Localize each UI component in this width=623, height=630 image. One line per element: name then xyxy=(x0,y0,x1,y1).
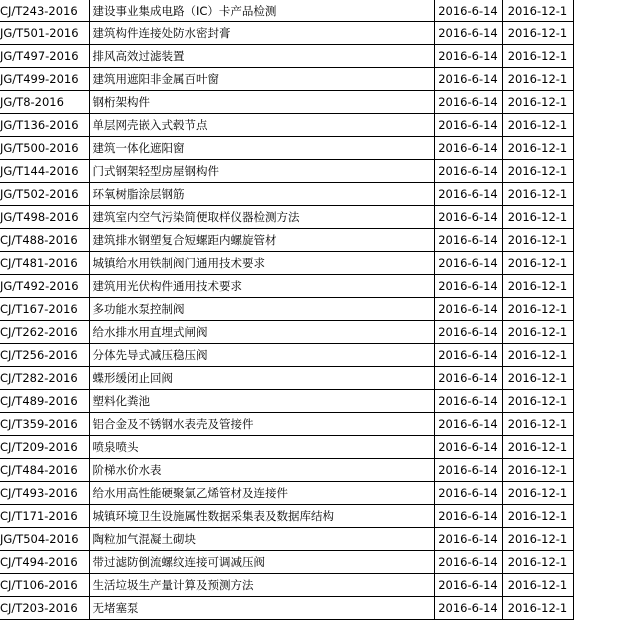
table-row xyxy=(0,45,573,68)
table-row xyxy=(0,436,573,459)
effective-date-cell: 2016-12-1 xyxy=(502,114,573,137)
standard-name-cell: 建设事业集成电路（IC）卡产品检测 xyxy=(89,0,434,22)
publish-date-cell: 2016-6-14 xyxy=(434,551,502,574)
publish-date-cell: 2016-6-14 xyxy=(434,574,502,597)
standard-code-cell: CJ/T489-2016 xyxy=(0,390,89,413)
publish-date-cell: 2016-6-14 xyxy=(434,459,502,482)
effective-date-cell: 2016-12-1 xyxy=(502,505,573,528)
standard-name-cell: 门式钢架轻型房屋钢构件 xyxy=(89,160,434,183)
standard-code-cell: JG/T136-2016 xyxy=(0,114,89,137)
standard-code-cell: JG/T499-2016 xyxy=(0,68,89,91)
standard-name-cell: 城镇环境卫生设施属性数据采集表及数据库结构 xyxy=(89,505,434,528)
standard-code-cell: CJ/T203-2016 xyxy=(0,597,89,620)
table-row xyxy=(0,505,573,528)
table-row xyxy=(0,22,573,45)
table-row xyxy=(0,321,573,344)
table-row xyxy=(0,183,573,206)
table-row xyxy=(0,206,573,229)
standard-name-cell: 单层网壳嵌入式毂节点 xyxy=(89,114,434,137)
standard-name-cell: 无堵塞泵 xyxy=(89,597,434,620)
effective-date-cell: 2016-12-1 xyxy=(502,45,573,68)
effective-date-cell: 2016-12-1 xyxy=(502,390,573,413)
effective-date-cell: 2016-12-1 xyxy=(502,91,573,114)
table-row xyxy=(0,91,573,114)
standard-name-cell: 建筑一体化遮阳窗 xyxy=(89,137,434,160)
publish-date-cell: 2016-6-14 xyxy=(434,597,502,620)
standard-code-cell: CJ/T481-2016 xyxy=(0,252,89,275)
publish-date-cell: 2016-6-14 xyxy=(434,114,502,137)
standard-name-cell: 多功能水泵控制阀 xyxy=(89,298,434,321)
publish-date-cell: 2016-6-14 xyxy=(434,0,502,22)
publish-date-cell: 2016-6-14 xyxy=(434,22,502,45)
standard-name-cell: 分体先导式减压稳压阀 xyxy=(89,344,434,367)
standard-name-cell: 建筑排水钢塑复合短螺距内螺旋管材 xyxy=(89,229,434,252)
effective-date-cell: 2016-12-1 xyxy=(502,206,573,229)
standard-name-cell: 钢桁架构件 xyxy=(89,91,434,114)
publish-date-cell: 2016-6-14 xyxy=(434,275,502,298)
standard-code-cell: JG/T492-2016 xyxy=(0,275,89,298)
effective-date-cell: 2016-12-1 xyxy=(502,160,573,183)
table-row xyxy=(0,459,573,482)
standard-code-cell: JG/T497-2016 xyxy=(0,45,89,68)
standard-code-cell: CJ/T282-2016 xyxy=(0,367,89,390)
standard-code-cell: CJ/T209-2016 xyxy=(0,436,89,459)
table-row xyxy=(0,252,573,275)
publish-date-cell: 2016-6-14 xyxy=(434,137,502,160)
standard-name-cell: 建筑室内空气污染简便取样仪器检测方法 xyxy=(89,206,434,229)
effective-date-cell: 2016-12-1 xyxy=(502,229,573,252)
effective-date-cell: 2016-12-1 xyxy=(502,551,573,574)
standard-code-cell: JG/T501-2016 xyxy=(0,22,89,45)
publish-date-cell: 2016-6-14 xyxy=(434,91,502,114)
standard-code-cell: CJ/T262-2016 xyxy=(0,321,89,344)
publish-date-cell: 2016-6-14 xyxy=(434,298,502,321)
standard-name-cell: 建筑用光伏构件通用技术要求 xyxy=(89,275,434,298)
standard-code-cell: JG/T500-2016 xyxy=(0,137,89,160)
standard-name-cell: 城镇给水用铁制阀门通用技术要求 xyxy=(89,252,434,275)
table-row xyxy=(0,137,573,160)
table-row xyxy=(0,597,573,620)
standard-code-cell: CJ/T494-2016 xyxy=(0,551,89,574)
publish-date-cell: 2016-6-14 xyxy=(434,252,502,275)
standard-code-cell: CJ/T359-2016 xyxy=(0,413,89,436)
table-row xyxy=(0,114,573,137)
standard-code-cell: CJ/T243-2016 xyxy=(0,0,89,22)
publish-date-cell: 2016-6-14 xyxy=(434,160,502,183)
table-row xyxy=(0,551,573,574)
publish-date-cell: 2016-6-14 xyxy=(434,229,502,252)
publish-date-cell: 2016-6-14 xyxy=(434,505,502,528)
table-row xyxy=(0,298,573,321)
standard-code-cell: CJ/T106-2016 xyxy=(0,574,89,597)
standard-name-cell: 生活垃圾生产量计算及预测方法 xyxy=(89,574,434,597)
effective-date-cell: 2016-12-1 xyxy=(502,413,573,436)
standard-code-cell: CJ/T484-2016 xyxy=(0,459,89,482)
effective-date-cell: 2016-12-1 xyxy=(502,344,573,367)
table-row xyxy=(0,367,573,390)
effective-date-cell: 2016-12-1 xyxy=(502,574,573,597)
standard-name-cell: 阶梯水价水表 xyxy=(89,459,434,482)
publish-date-cell: 2016-6-14 xyxy=(434,390,502,413)
standard-name-cell: 建筑构件连接处防水密封膏 xyxy=(89,22,434,45)
standard-code-cell: JG/T504-2016 xyxy=(0,528,89,551)
publish-date-cell: 2016-6-14 xyxy=(434,367,502,390)
table-row xyxy=(0,344,573,367)
effective-date-cell: 2016-12-1 xyxy=(502,137,573,160)
publish-date-cell: 2016-6-14 xyxy=(434,482,502,505)
table-row xyxy=(0,413,573,436)
standard-code-cell: CJ/T493-2016 xyxy=(0,482,89,505)
standard-code-cell: CJ/T171-2016 xyxy=(0,505,89,528)
publish-date-cell: 2016-6-14 xyxy=(434,436,502,459)
standard-name-cell: 排风高效过滤装置 xyxy=(89,45,434,68)
effective-date-cell: 2016-12-1 xyxy=(502,482,573,505)
table-row xyxy=(0,574,573,597)
publish-date-cell: 2016-6-14 xyxy=(434,344,502,367)
table-row xyxy=(0,390,573,413)
effective-date-cell: 2016-12-1 xyxy=(502,183,573,206)
table-row xyxy=(0,482,573,505)
table-row xyxy=(0,229,573,252)
standard-name-cell: 蝶形缓闭止回阀 xyxy=(89,367,434,390)
effective-date-cell: 2016-12-1 xyxy=(502,436,573,459)
standard-code-cell: CJ/T256-2016 xyxy=(0,344,89,367)
effective-date-cell: 2016-12-1 xyxy=(502,0,573,22)
publish-date-cell: 2016-6-14 xyxy=(434,413,502,436)
publish-date-cell: 2016-6-14 xyxy=(434,183,502,206)
publish-date-cell: 2016-6-14 xyxy=(434,321,502,344)
standard-code-cell: CJ/T488-2016 xyxy=(0,229,89,252)
standard-name-cell: 铝合金及不锈钢水表壳及管接件 xyxy=(89,413,434,436)
publish-date-cell: 2016-6-14 xyxy=(434,45,502,68)
publish-date-cell: 2016-6-14 xyxy=(434,528,502,551)
standard-code-cell: JG/T8-2016 xyxy=(0,91,89,114)
table-row xyxy=(0,160,573,183)
standard-name-cell: 喷泉喷头 xyxy=(89,436,434,459)
standard-name-cell: 建筑用遮阳非金属百叶窗 xyxy=(89,68,434,91)
standard-name-cell: 塑料化粪池 xyxy=(89,390,434,413)
effective-date-cell: 2016-12-1 xyxy=(502,528,573,551)
table-row xyxy=(0,0,573,22)
standard-code-cell: JG/T144-2016 xyxy=(0,160,89,183)
standard-name-cell: 给水用高性能硬聚氯乙烯管材及连接件 xyxy=(89,482,434,505)
publish-date-cell: 2016-6-14 xyxy=(434,206,502,229)
standard-name-cell: 给水排水用直埋式闸阀 xyxy=(89,321,434,344)
effective-date-cell: 2016-12-1 xyxy=(502,68,573,91)
publish-date-cell: 2016-6-14 xyxy=(434,68,502,91)
effective-date-cell: 2016-12-1 xyxy=(502,275,573,298)
effective-date-cell: 2016-12-1 xyxy=(502,22,573,45)
effective-date-cell: 2016-12-1 xyxy=(502,252,573,275)
standard-code-cell: JG/T502-2016 xyxy=(0,183,89,206)
effective-date-cell: 2016-12-1 xyxy=(502,367,573,390)
effective-date-cell: 2016-12-1 xyxy=(502,459,573,482)
standard-name-cell: 陶粒加气混凝土砌块 xyxy=(89,528,434,551)
effective-date-cell: 2016-12-1 xyxy=(502,597,573,620)
table-row xyxy=(0,275,573,298)
effective-date-cell: 2016-12-1 xyxy=(502,321,573,344)
standard-code-cell: CJ/T167-2016 xyxy=(0,298,89,321)
standard-code-cell: JG/T498-2016 xyxy=(0,206,89,229)
standard-name-cell: 环氧树脂涂层钢筋 xyxy=(89,183,434,206)
table-row xyxy=(0,528,573,551)
standard-name-cell: 带过滤防倒流螺纹连接可调减压阀 xyxy=(89,551,434,574)
effective-date-cell: 2016-12-1 xyxy=(502,298,573,321)
table-row xyxy=(0,68,573,91)
